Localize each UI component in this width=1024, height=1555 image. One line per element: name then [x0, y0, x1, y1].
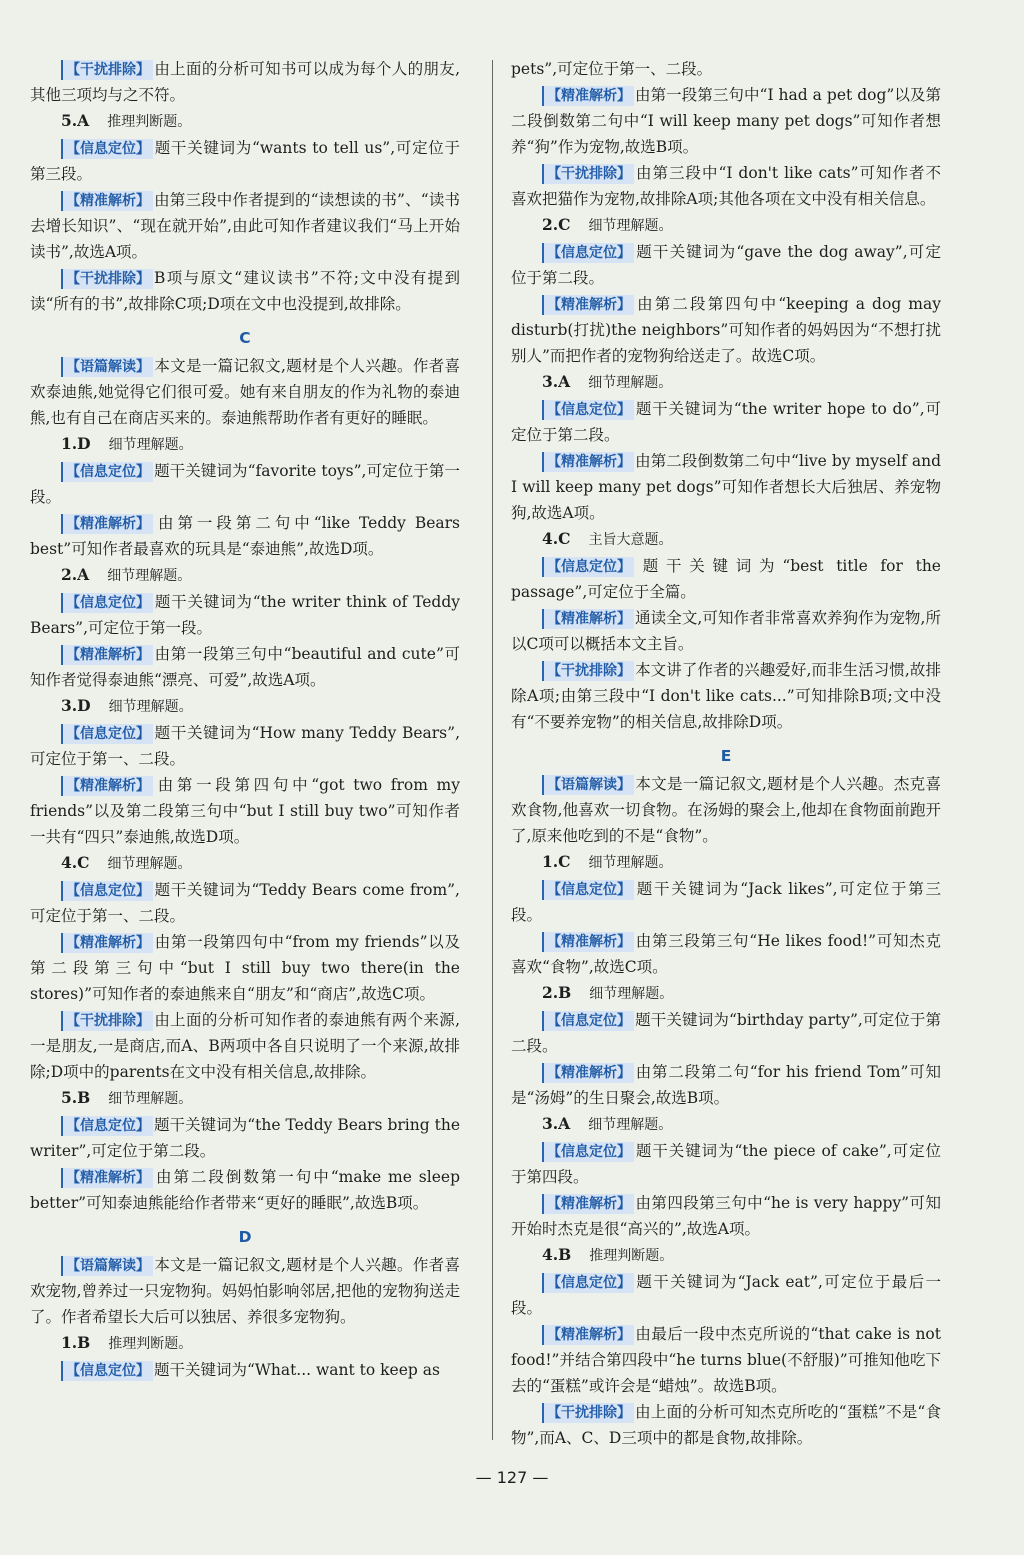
explanation-text: 通读全文,可知作者非常喜欢养狗作为宠物,所以C项可以概括本文主旨。 [511, 609, 941, 653]
explanation-text: 由第四段第三句中“he is very happy”可知开始时杰克是很“高兴的”,故选A项。 [511, 1194, 941, 1238]
question-line [30, 693, 460, 720]
tag-locate: 【 信息定位 】 [61, 724, 153, 744]
tag-locate: 【 信息定位 】 [61, 881, 153, 901]
explanation-text: 由第一段第二句中“like Teddy Bears best”可知作者最喜欢的玩具是“泰迪熊”,故选D项。 [30, 514, 460, 558]
question-answer: 5.B [61, 1088, 91, 1107]
explanation-text: 由上面的分析可知作者的泰迪熊有两个来源,一是朋友,一是商店,而A、B两项中各自只说明了一个来源,故排除;D项中的parents在文中没有相关信息,故排除。 [30, 1011, 460, 1081]
explanation-text: B项与原文“建议读书”不符;文中没有提到读“所有的书”,故排除C项;D项在文中也没提到,故排除。 [30, 269, 460, 313]
question-answer: 1.B [61, 1333, 91, 1352]
explanation-paragraph [511, 1138, 941, 1190]
explanation-paragraph [511, 160, 941, 212]
tag-analysis: 【 精准解析 】 [542, 452, 634, 472]
explanation-paragraph [30, 510, 460, 562]
question-answer: 2.C [542, 215, 571, 234]
question-answer: 2.A [61, 565, 90, 584]
explanation-paragraph [511, 239, 941, 291]
question-type: 细节理解题。 [588, 855, 673, 871]
explanation-text: 题干关键词为“the piece of cake”,可定位于第四段。 [511, 1142, 941, 1186]
explanation-text: 题干关键词为“gave the dog away”,可定位于第二段。 [511, 243, 941, 287]
explanation-paragraph [511, 771, 941, 849]
explanation-text: 本文是一篇记叙文,题材是个人兴趣。作者喜欢泰迪熊,她觉得它们很可爱。她有来自朋友的作为礼物的泰迪熊,也有自己在商店买来的。泰迪熊帮助作者有更好的睡眠。 [30, 357, 460, 427]
question-answer: 3.D [61, 696, 91, 715]
explanation-paragraph [30, 641, 460, 693]
explanation-paragraph [30, 353, 460, 431]
section-heading: C [239, 329, 251, 347]
explanation-paragraph [511, 396, 941, 448]
explanation-text: 由第一段第四句中“from my friends”以及第二段第三句中“but I still buy two there(in the stores)”可知作者的泰迪熊来自“朋友”和“商店”,故选C项。 [30, 933, 460, 1003]
explanation-text: 题干关键词为“What... want to keep as [154, 1361, 440, 1379]
explanation-text: 由第三段中作者提到的“读想读的书”、“读书去增长知识”、“现在就开始”,由此可知作者建议我们“马上开始读书”,故选A项。 [30, 191, 460, 261]
tag-analysis: 【 精准解析 】 [61, 776, 153, 796]
explanation-paragraph [30, 720, 460, 772]
question-answer: 4.C [61, 853, 90, 872]
tag-reading: 【 语篇解读 】 [61, 357, 153, 377]
tag-analysis: 【 精准解析 】 [61, 933, 153, 953]
explanation-text: 由第三段第三句“He likes food!”可知杰克喜欢“食物”,故选C项。 [511, 932, 941, 976]
explanation-text: 本文是一篇记叙文,题材是个人兴趣。杰克喜欢食物,他喜欢一切食物。在汤姆的聚会上,他却在食物面前跑开了,原来他吃到的不是“食物”。 [511, 775, 941, 845]
question-line [511, 1111, 941, 1138]
explanation-text: 本文讲了作者的兴趣爱好,而非生活习惯,故排除A项;由第三段中“I don't like cats...”可知排除B项;文中没有“不要养宠物”的相关信息,故排除D项。 [511, 661, 941, 731]
question-type: 细节理解题。 [107, 568, 192, 584]
explanation-paragraph [30, 458, 460, 510]
explanation-paragraph [511, 448, 941, 526]
explanation-text: 由第二段第四句中“keeping a dog may disturb(打扰)the neighbors”可知作者的妈妈因为“不想打扰别人”而把作者的宠物狗给送走了。故选C项。 [511, 295, 941, 365]
question-line [30, 1085, 460, 1112]
explanation-text: 题干关键词为“the writer hope to do”,可定位于第二段。 [511, 400, 941, 444]
tag-interference: 【 干扰排除 】 [61, 60, 153, 80]
question-line [511, 980, 941, 1007]
tag-locate: 【 信息定位 】 [61, 1116, 153, 1136]
explanation-text: 题干关键词为“Teddy Bears come from”,可定位于第一、二段。 [30, 881, 460, 925]
tag-analysis: 【 精准解析 】 [542, 1194, 634, 1214]
question-line [511, 212, 941, 239]
tag-reading: 【 语篇解读 】 [61, 1256, 153, 1276]
explanation-text: 由第三段中“I don't like cats”可知作者不喜欢把猫作为宠物,故排除A项;其他各项在文中没有相关信息。 [511, 164, 941, 208]
question-type: 推理判断题。 [107, 114, 192, 130]
explanation-text: 本文是一篇记叙文,题材是个人兴趣。作者喜欢宠物,曾养过一只宠物狗。妈妈怕影响邻居,把他的宠物狗送走了。作者希望长大后可以独居、养很多宠物狗。 [30, 1256, 460, 1326]
left-column [30, 56, 460, 1383]
question-type: 细节理解题。 [588, 375, 673, 391]
explanation-text: 由第二段倒数第一句中“make me sleep better”可知泰迪熊能给作者带来“更好的睡眠”,故选B项。 [30, 1168, 460, 1212]
explanation-text: 题干关键词为“birthday party”,可定位于第二段。 [511, 1011, 941, 1055]
explanation-paragraph [30, 1252, 460, 1330]
tag-analysis: 【 精准解析 】 [61, 191, 153, 211]
explanation-paragraph [511, 553, 941, 605]
question-line [30, 850, 460, 877]
explanation-text: 由上面的分析可知杰克所吃的“蛋糕”不是“食物”,而A、C、D三项中的都是食物,故排除。 [511, 1403, 941, 1447]
explanation-paragraph [511, 928, 941, 980]
explanation-text: 题干关键词为“Jack likes”,可定位于第三段。 [511, 880, 941, 924]
tag-locate: 【 信息定位 】 [61, 593, 153, 613]
explanation-paragraph [511, 876, 941, 928]
explanation-paragraph [30, 56, 460, 108]
explanation-text: 题干关键词为“the writer think of Teddy Bears”,可定位于第一段。 [30, 593, 460, 637]
question-answer: 1.C [542, 852, 571, 871]
explanation-text: 由最后一段中杰克所说的“that cake is not food!”并结合第四段中“he turns blue(不舒服)”可推知他吃下去的“蛋糕”或许会是“蜡烛”。故选B项。 [511, 1325, 941, 1395]
question-answer: 2.B [542, 983, 572, 1002]
explanation-text: 题干关键词为“best title for the passage”,可定位于全篇。 [511, 557, 941, 601]
explanation-paragraph [511, 1007, 941, 1059]
question-type: 细节理解题。 [588, 218, 673, 234]
question-type: 细节理解题。 [588, 1117, 673, 1133]
tag-locate: 【 信息定位 】 [542, 557, 634, 577]
question-line [511, 1242, 941, 1269]
tag-interference: 【 干扰排除 】 [61, 1011, 153, 1031]
question-line [511, 849, 941, 876]
explanation-text: 由第一段第三句中“I had a pet dog”以及第二段倒数第二句中“I will keep many pet dogs”可知作者想养“狗”作为宠物,故选B项。 [511, 86, 941, 156]
tag-locate: 【 信息定位 】 [542, 1273, 634, 1293]
section-heading: E [720, 747, 732, 765]
explanation-paragraph [30, 135, 460, 187]
question-answer: 5.A [61, 111, 90, 130]
question-type: 细节理解题。 [589, 986, 674, 1002]
explanation-paragraph [30, 772, 460, 850]
explanation-paragraph [30, 265, 460, 317]
explanation-text: 题干关键词为“Jack eat”,可定位于最后一段。 [511, 1273, 941, 1317]
tag-analysis: 【 精准解析 】 [542, 1063, 634, 1083]
tag-locate: 【 信息定位 】 [542, 400, 634, 420]
question-line [30, 431, 460, 458]
tag-analysis: 【 精准解析 】 [542, 609, 634, 629]
tag-analysis: 【 精准解析 】 [542, 932, 634, 952]
question-line [30, 1330, 460, 1357]
explanation-paragraph [30, 187, 460, 265]
question-line [30, 562, 460, 589]
question-answer: 4.B [542, 1245, 572, 1264]
explanation-paragraph [511, 1399, 941, 1451]
right-column [511, 56, 941, 1451]
tag-analysis: 【 精准解析 】 [542, 295, 634, 315]
column-divider [492, 60, 493, 1440]
tag-interference: 【 干扰排除 】 [542, 661, 634, 681]
tag-locate: 【 信息定位 】 [61, 139, 153, 159]
explanation-paragraph [30, 929, 460, 1007]
question-type: 推理判断题。 [108, 1336, 193, 1352]
tag-locate: 【 信息定位 】 [542, 1011, 634, 1031]
paragraph: pets”,可定位于第一、二段。 [511, 60, 713, 78]
explanation-text: 题干关键词为“How many Teddy Bears”,可定位于第一、二段。 [30, 724, 460, 768]
page-number: — 127 — [475, 1468, 549, 1487]
tag-analysis: 【 精准解析 】 [61, 514, 153, 534]
tag-locate: 【 信息定位 】 [61, 462, 153, 482]
section-heading: D [238, 1228, 252, 1246]
explanation-paragraph [30, 1357, 460, 1383]
question-type: 细节理解题。 [108, 699, 193, 715]
explanation-paragraph [511, 1321, 941, 1399]
question-type: 主旨大意题。 [588, 532, 673, 548]
explanation-paragraph [30, 877, 460, 929]
question-answer: 4.C [542, 529, 571, 548]
explanation-paragraph [511, 82, 941, 160]
tag-interference: 【 干扰排除 】 [542, 164, 634, 184]
tag-analysis: 【 精准解析 】 [542, 1325, 634, 1345]
explanation-text: 由第二段倒数第二句中“live by myself and I will keep many pet dogs”可知作者想长大后独居、养宠物狗,故选A项。 [511, 452, 941, 522]
question-answer: 1.D [61, 434, 91, 453]
question-line [511, 369, 941, 396]
tag-analysis: 【 精准解析 】 [542, 86, 634, 106]
explanation-text: 由第一段第三句中“beautiful and cute”可知作者觉得泰迪熊“漂亮、可爱”,故选A项。 [30, 645, 460, 689]
tag-locate: 【 信息定位 】 [542, 1142, 634, 1162]
question-type: 细节理解题。 [107, 856, 192, 872]
explanation-paragraph [30, 1164, 460, 1216]
explanation-paragraph [511, 1059, 941, 1111]
question-line [511, 526, 941, 553]
explanation-text: 由第二段第二句“for his friend Tom”可知是“汤姆”的生日聚会,故选B项。 [511, 1063, 941, 1107]
explanation-paragraph [30, 589, 460, 641]
tag-locate: 【 信息定位 】 [542, 880, 634, 900]
explanation-paragraph [511, 657, 941, 735]
question-type: 推理判断题。 [589, 1248, 674, 1264]
explanation-paragraph [30, 1007, 460, 1085]
explanation-paragraph [511, 291, 941, 369]
tag-reading: 【 语篇解读 】 [542, 775, 634, 795]
tag-locate: 【 信息定位 】 [542, 243, 634, 263]
question-answer: 3.A [542, 372, 571, 391]
tag-locate: 【 信息定位 】 [61, 1361, 153, 1381]
tag-interference: 【 干扰排除 】 [542, 1403, 634, 1423]
explanation-paragraph [511, 1190, 941, 1242]
tag-analysis: 【 精准解析 】 [61, 645, 153, 665]
tag-interference: 【 干扰排除 】 [61, 269, 153, 289]
explanation-paragraph [30, 1112, 460, 1164]
explanation-text: 由第一段第四句中“got two from my friends”以及第二段第三句中“but I still buy two”可知作者一共有“四只”泰迪熊,故选D项。 [30, 776, 460, 846]
question-answer: 3.A [542, 1114, 571, 1133]
question-type: 细节理解题。 [108, 437, 193, 453]
explanation-text: 由上面的分析可知书可以成为每个人的朋友,其他三项均与之不符。 [30, 60, 460, 104]
explanation-text: 题干关键词为“wants to tell us”,可定位于第三段。 [30, 139, 460, 183]
tag-analysis: 【 精准解析 】 [61, 1168, 153, 1188]
explanation-text: 题干关键词为“favorite toys”,可定位于第一段。 [30, 462, 460, 506]
explanation-text: 题干关键词为“the Teddy Bears bring the writer”,可定位于第二段。 [30, 1116, 460, 1160]
explanation-paragraph [511, 605, 941, 657]
question-type: 细节理解题。 [108, 1091, 193, 1107]
question-line [30, 108, 460, 135]
explanation-paragraph [511, 1269, 941, 1321]
